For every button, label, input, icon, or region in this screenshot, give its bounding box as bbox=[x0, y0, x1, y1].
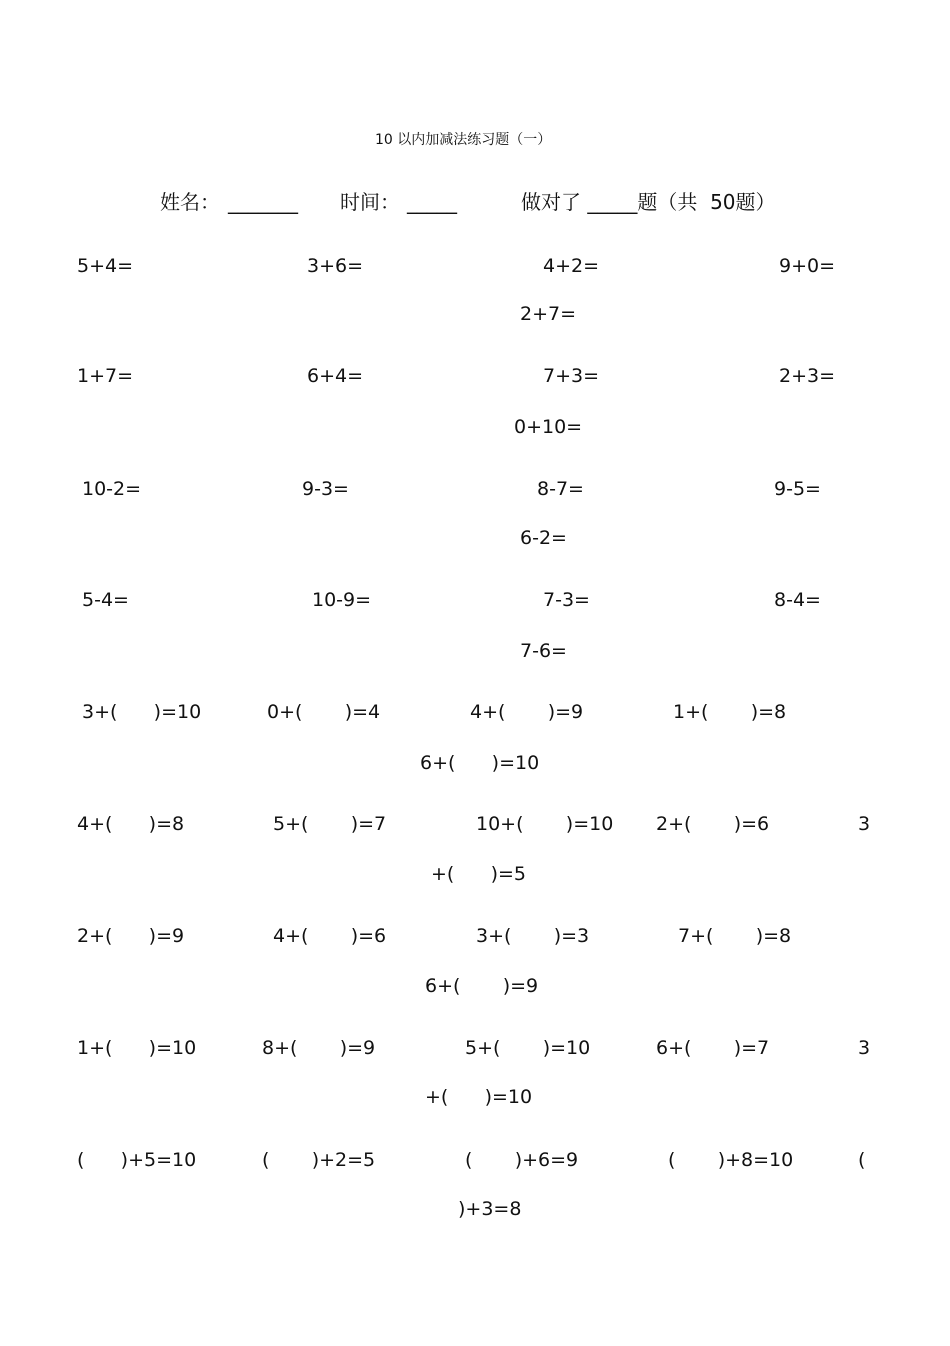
page-title: 10 以内加减法练习题（一） bbox=[375, 132, 552, 148]
name-label: 姓名： bbox=[160, 190, 220, 214]
problem: ( )+6=9 bbox=[465, 1149, 579, 1171]
problem: 2+( )=6 bbox=[656, 813, 770, 835]
problem: 3+( )=3 bbox=[476, 925, 590, 947]
problem: 4+( )=9 bbox=[470, 701, 584, 723]
problem: 4+2= bbox=[543, 255, 600, 277]
problem: 9-5= bbox=[774, 478, 821, 500]
problem: 6+( )=7 bbox=[656, 1037, 770, 1059]
problem: 3 bbox=[858, 1037, 871, 1059]
problem: 3+( )=10 bbox=[82, 701, 202, 723]
problem: 2+7= bbox=[520, 303, 577, 325]
problem: 4+( )=8 bbox=[77, 813, 185, 835]
problem: 3+6= bbox=[307, 255, 364, 277]
problem: 4+( )=6 bbox=[273, 925, 387, 947]
problem: 8+( )=9 bbox=[262, 1037, 376, 1059]
problem: ( )+2=5 bbox=[262, 1149, 376, 1171]
time-blank: _____ bbox=[407, 190, 457, 214]
problem: 1+( )=8 bbox=[673, 701, 787, 723]
problem: ( )+5=10 bbox=[77, 1149, 197, 1171]
problem: 10+( )=10 bbox=[476, 813, 614, 835]
problem: 10-2= bbox=[82, 478, 142, 500]
problem: 3 bbox=[858, 813, 871, 835]
problem: ( bbox=[858, 1149, 866, 1171]
problem: 6+4= bbox=[307, 365, 364, 387]
problem: 5+( )=7 bbox=[273, 813, 387, 835]
problem: 7+( )=8 bbox=[678, 925, 792, 947]
problem: 9-3= bbox=[302, 478, 349, 500]
problem: 6-2= bbox=[520, 527, 567, 549]
problem: 5-4= bbox=[82, 589, 129, 611]
problem: 5+( )=10 bbox=[465, 1037, 591, 1059]
problem: 2+( )=9 bbox=[77, 925, 185, 947]
problem: 0+10= bbox=[514, 416, 583, 438]
time-label: 时间： bbox=[340, 190, 400, 214]
problem: 5+4= bbox=[77, 255, 134, 277]
problem: )+3=8 bbox=[458, 1198, 522, 1220]
name-blank: _______ bbox=[228, 190, 298, 214]
problem: 8-7= bbox=[537, 478, 584, 500]
problem: 1+( )=10 bbox=[77, 1037, 197, 1059]
problem: 6+( )=9 bbox=[425, 975, 539, 997]
problem: 8-4= bbox=[774, 589, 821, 611]
problem: +( )=5 bbox=[431, 863, 526, 885]
problem: 0+( )=4 bbox=[267, 701, 381, 723]
problem: 9+0= bbox=[779, 255, 836, 277]
problem: 1+7= bbox=[77, 365, 134, 387]
problem: 7+3= bbox=[543, 365, 600, 387]
problem: ( )+8=10 bbox=[668, 1149, 794, 1171]
problem: 6+( )=10 bbox=[420, 752, 540, 774]
problem: +( )=10 bbox=[425, 1086, 533, 1108]
problem: 7-6= bbox=[520, 640, 567, 662]
problem: 10-9= bbox=[312, 589, 372, 611]
problem: 2+3= bbox=[779, 365, 836, 387]
score-text: 做对了 _____题（共 50题） bbox=[521, 190, 776, 214]
problem: 7-3= bbox=[543, 589, 590, 611]
